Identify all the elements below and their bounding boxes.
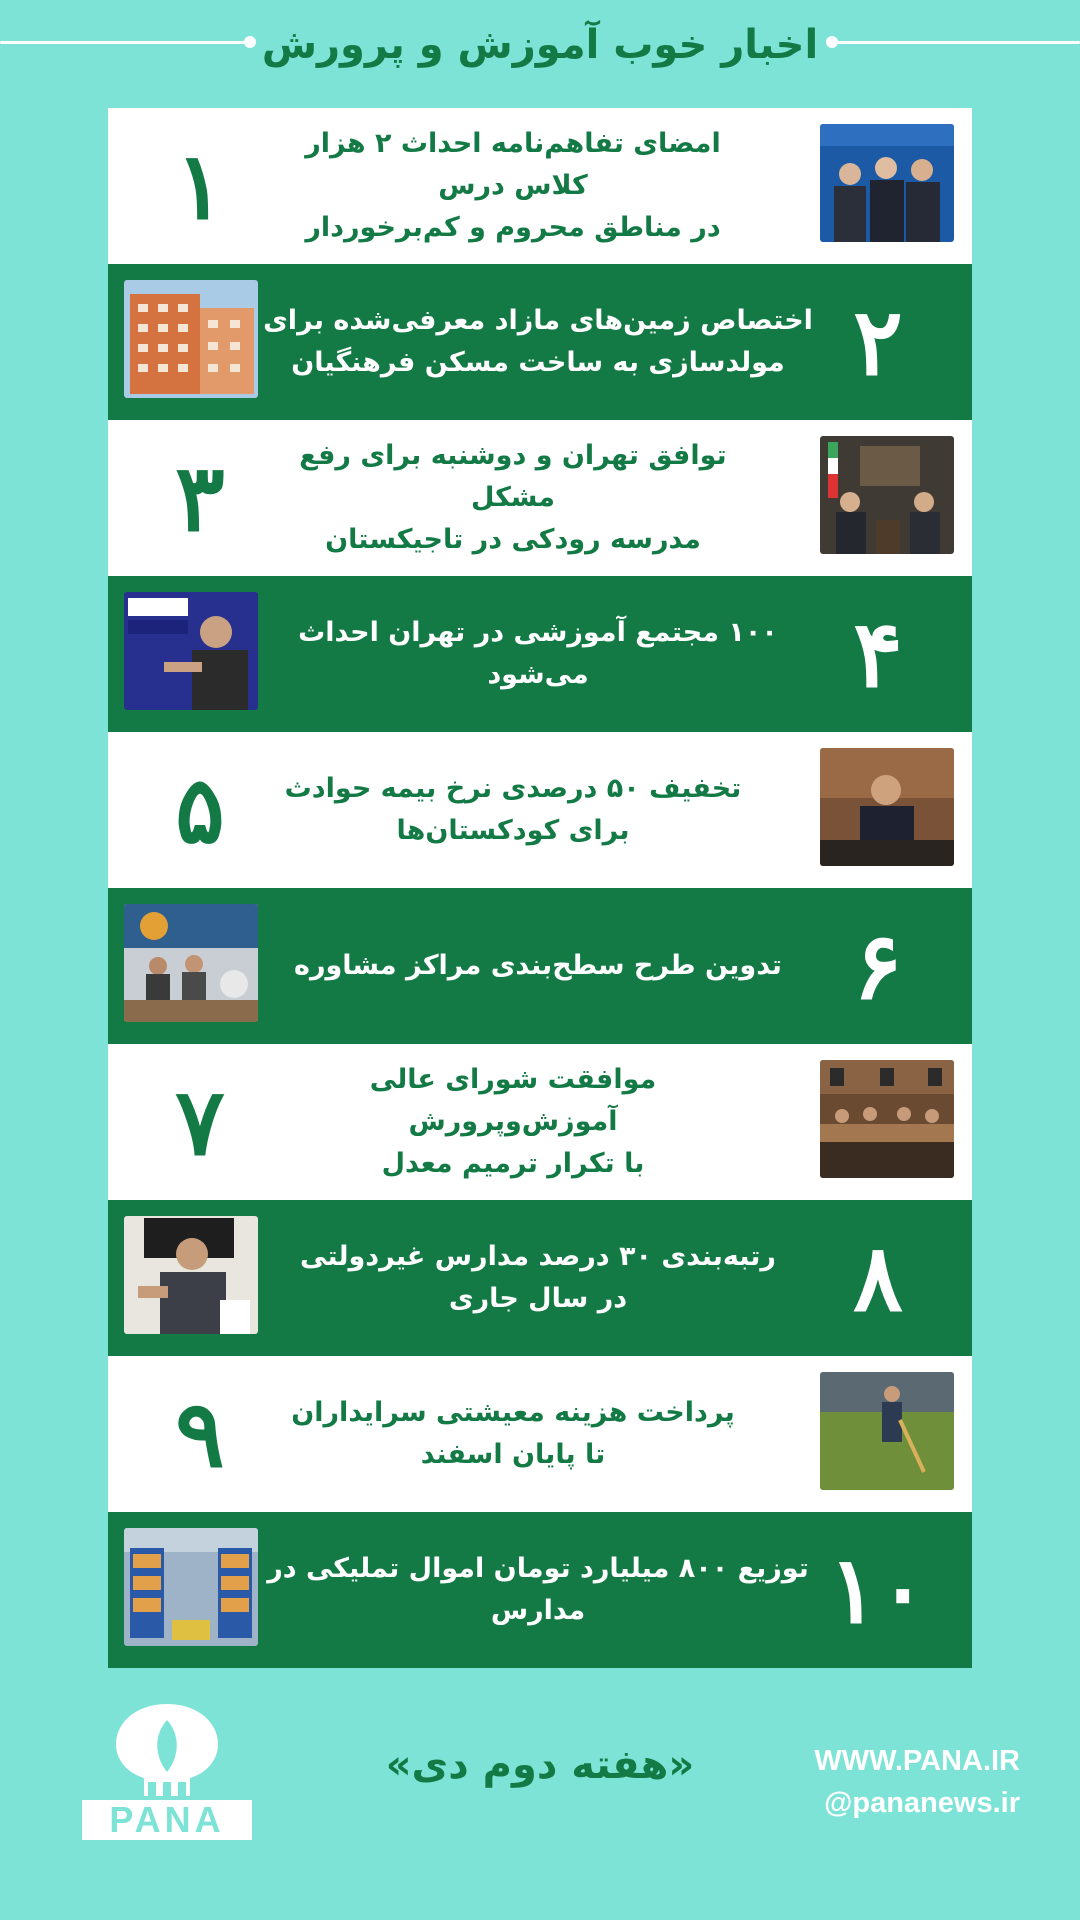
news-number: ۹ (175, 1380, 225, 1488)
news-headline (268, 768, 758, 852)
news-headline (268, 1059, 758, 1185)
news-headline (248, 1548, 828, 1632)
week-label: «هفته دوم دی» (385, 1742, 695, 1788)
warehouse-photo (124, 1528, 258, 1646)
news-headline (248, 612, 828, 696)
official-microphone-photo (820, 748, 954, 866)
news-headline (258, 1236, 818, 1320)
news-headline (268, 435, 758, 561)
news-number: ۸ (853, 1224, 903, 1332)
headline-line-1: امضای تفاهم‌نامه احداث ۲ هزار کلاس درس (305, 128, 721, 202)
pana-logo (82, 1700, 252, 1840)
news-number: ۷ (175, 1068, 225, 1176)
news-item-3[interactable] (108, 420, 972, 576)
news-number: ۴ (853, 600, 903, 708)
news-number: ۵ (175, 756, 225, 864)
news-headline (258, 300, 818, 384)
headline-line-2: مدرسه رودکی در تاجیکستان (325, 523, 701, 555)
news-number: ۱ (175, 132, 225, 240)
headline-line-1: تدوین طرح سطح‌بندی مراکز مشاوره (294, 950, 782, 982)
contact-info (780, 1740, 1020, 1824)
news-number: ۳ (175, 444, 225, 552)
headline-line-2: در مناطق محروم و کم‌برخوردار (305, 211, 721, 243)
news-item-8[interactable] (108, 1200, 972, 1356)
news-item-9[interactable] (108, 1356, 972, 1512)
news-number: ۱۰ (828, 1536, 928, 1644)
headline-line-2: برای کودکستان‌ها (396, 815, 630, 846)
news-headline (268, 1392, 758, 1476)
news-number: ۶ (853, 912, 903, 1020)
speaker-photo (124, 1216, 258, 1334)
headline-line-1: موافقت شورای عالی آموزش‌وپرورش (369, 1064, 657, 1138)
conference-photo (124, 904, 258, 1022)
page-title: اخبار خوب آموزش و پرورش (261, 22, 819, 68)
headline-line-2: مولدسازی به ساخت مسکن فرهنگیان (291, 347, 785, 378)
news-number: ۲ (853, 288, 903, 396)
header (0, 0, 1080, 90)
headline-line-1: توافق تهران و دوشنبه برای رفع مشکل (299, 440, 727, 514)
social-handle[interactable]: @pananews.ir (824, 1787, 1020, 1820)
website-link[interactable]: WWW.PANA.IR (814, 1745, 1020, 1777)
news-item-4[interactable] (108, 576, 972, 732)
headline-line-1: توزیع ۸۰۰ میلیارد تومان اموال تملیکی در مدارس (267, 1553, 809, 1626)
headline-line-2: در سال جاری (448, 1283, 628, 1314)
news-item-10[interactable] (108, 1512, 972, 1668)
headline-line-1: تخفیف ۵۰ درصدی نرخ بیمه حوادث (284, 773, 742, 805)
footer (0, 1690, 1080, 1850)
speaker-pana-photo (124, 592, 258, 710)
officials-handshake-photo (820, 124, 954, 242)
headline-line-1: ۱۰۰ مجتمع آموزشی در تهران احداث می‌شود (298, 617, 778, 690)
news-headline (248, 945, 828, 987)
headline-line-2: با تکرار ترمیم معدل (381, 1147, 645, 1179)
news-item-5[interactable] (108, 732, 972, 888)
news-item-1[interactable] (108, 108, 972, 264)
logo-text: PANA (82, 1800, 252, 1840)
header-divider-right (832, 41, 1080, 44)
council-meeting-photo (820, 1060, 954, 1178)
news-item-6[interactable] (108, 888, 972, 1044)
headline-line-1: اختصاص زمین‌های مازاد معرفی‌شده برای (263, 305, 813, 337)
header-divider-left (0, 41, 248, 44)
headline-line-1: رتبه‌بندی ۳۰ درصد مدارس غیردولتی (300, 1241, 776, 1273)
news-item-7[interactable] (108, 1044, 972, 1200)
news-list (108, 108, 972, 1668)
headline-line-2: تا پایان اسفند (420, 1439, 606, 1470)
sweeper-photo (820, 1372, 954, 1490)
meeting-photo (820, 436, 954, 554)
news-headline (268, 123, 758, 249)
news-item-2[interactable] (108, 264, 972, 420)
apartment-building-photo (124, 280, 258, 398)
headline-line-1: پرداخت هزینه معیشتی سرایداران (291, 1397, 735, 1429)
pana-emblem-icon (82, 1700, 252, 1800)
